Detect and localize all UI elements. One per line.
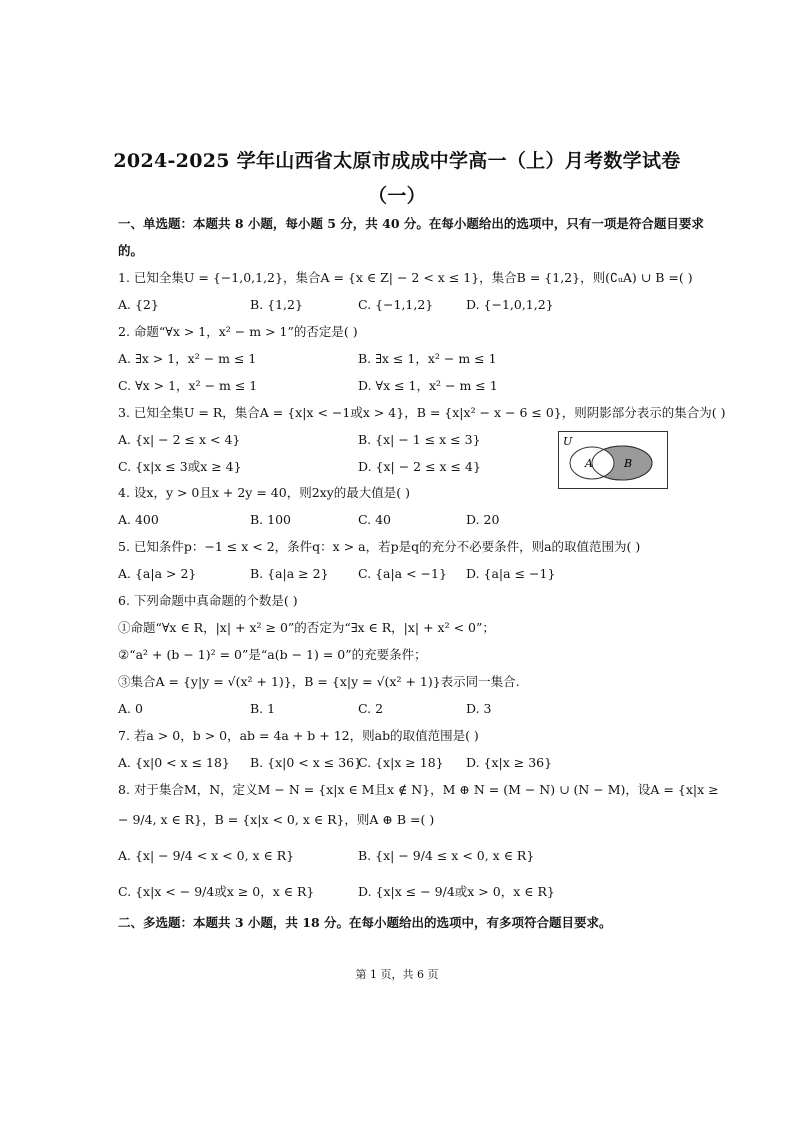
q8-option-d: D. {x|x ≤ − 9/4或x > 0，x ∈ R}: [358, 884, 555, 899]
q7-option-d: D. {x|x ≥ 36}: [466, 755, 553, 770]
venn-label-a: A: [585, 457, 593, 470]
page-subtitle: （一）: [368, 185, 426, 207]
q1-option-a: A. {2}: [118, 297, 159, 312]
q8-option-a: A. {x| − 9/4 < x < 0, x ∈ R}: [118, 848, 295, 863]
q4-stem: 4. 设x，y > 0且x + 2y = 40，则2xy的最大值是( ): [118, 485, 410, 500]
q2-option-a: A. ∃x > 1，x² − m ≤ 1: [118, 351, 257, 366]
q6-option-b: B. 1: [250, 701, 276, 716]
q7-option-a: A. {x|0 < x ≤ 18}: [118, 755, 230, 770]
page-footer: 第 1 页，共 6 页: [355, 968, 439, 981]
q3-stem: 3. 已知全集U = R，集合A = {x|x < −1或x > 4}，B = {x|x² − x − 6 ≤ 0}，则阴影部分表示的集合为( ): [118, 405, 726, 420]
q8-stem: 8. 对于集合M，N，定义M − N = {x|x ∈ M且x ∉ N}，M ⊕ N = (M − N) ∪ (N − M)，设A = {x|x ≥: [118, 782, 719, 797]
venn-label-u: U: [563, 435, 573, 448]
q6-stem: 6. 下列命题中真命题的个数是( ): [118, 593, 298, 608]
q6-statement-3: ③集合A = {y|y = √(x² + 1)}，B = {x|y = √(x² + 1)}表示同一集合.: [118, 674, 520, 689]
q1-option-c: C. {−1,1,2}: [358, 297, 434, 312]
q2-option-d: D. ∀x ≤ 1，x² − m ≤ 1: [358, 378, 498, 393]
venn-diagram: [558, 431, 668, 489]
section2-heading: 二、多选题：本题共 3 小题，共 18 分。在每小题给出的选项中，有多项符合题目要求。: [118, 915, 612, 930]
q1-option-b: B. {1,2}: [250, 297, 303, 312]
venn-label-b: B: [624, 457, 633, 470]
q3-option-c: C. {x|x ≤ 3或x ≥ 4}: [118, 459, 242, 474]
q2-option-b: B. ∃x ≤ 1，x² − m ≤ 1: [358, 351, 497, 366]
q3-option-a: A. {x| − 2 ≤ x < 4}: [118, 432, 241, 447]
q7-stem: 7. 若a > 0，b > 0，ab = 4a + b + 12，则ab的取值范围是( ): [118, 728, 479, 743]
q5-option-c: C. {a|a < −1}: [358, 566, 447, 581]
q8-stem-cont: − 9/4, x ∈ R}，B = {x|x < 0, x ∈ R}，则A ⊕ B =( ): [118, 812, 435, 827]
q5-option-d: D. {a|a ≤ −1}: [466, 566, 556, 581]
q7-option-c: C. {x|x ≥ 18}: [358, 755, 444, 770]
q8-option-b: B. {x| − 9/4 ≤ x < 0, x ∈ R}: [358, 848, 535, 863]
q6-option-c: C. 2: [358, 701, 384, 716]
q5-option-a: A. {a|a > 2}: [118, 566, 197, 581]
q2-option-c: C. ∀x > 1，x² − m ≤ 1: [118, 378, 258, 393]
q2-stem: 2. 命题“∀x > 1，x² − m > 1”的否定是( ): [118, 324, 358, 339]
q6-statement-1: ①命题“∀x ∈ R，|x| + x² ≥ 0”的否定为“∃x ∈ R，|x| + x² < 0”；: [118, 620, 495, 635]
q1-option-d: D. {−1,0,1,2}: [466, 297, 554, 312]
q4-option-b: B. 100: [250, 512, 291, 527]
q4-option-a: A. 400: [118, 512, 159, 527]
section1-heading: 一、单选题：本题共 8 小题，每小题 5 分，共 40 分。在每小题给出的选项中，只有一项是符合题目要求: [118, 216, 704, 231]
q1-stem: 1. 已知全集U = {−1,0,1,2}，集合A = {x ∈ Z| − 2 < x ≤ 1}，集合B = {1,2}，则(∁ᵤA) ∪ B =( ): [118, 270, 693, 285]
section1-heading-cont: 的。: [118, 243, 144, 258]
q3-option-d: D. {x| − 2 ≤ x ≤ 4}: [358, 459, 481, 474]
q5-stem: 5. 已知条件p：−1 ≤ x < 2，条件q：x > a，若p是q的充分不必要条件，则a的取值范围为( ): [118, 539, 641, 554]
q6-option-a: A. 0: [118, 701, 143, 716]
q7-option-b: B. {x|0 < x ≤ 36}: [250, 755, 363, 770]
q5-option-b: B. {a|a ≥ 2}: [250, 566, 329, 581]
q3-option-b: B. {x| − 1 ≤ x ≤ 3}: [358, 432, 481, 447]
q6-option-d: D. 3: [466, 701, 492, 716]
q4-option-d: D. 20: [466, 512, 500, 527]
q4-option-c: C. 40: [358, 512, 391, 527]
q6-statement-2: ②“a² + (b − 1)² = 0”是“a(b − 1) = 0”的充要条件；: [118, 647, 427, 662]
q8-option-c: C. {x|x < − 9/4或x ≥ 0，x ∈ R}: [118, 884, 315, 899]
page-title: 2024-2025 学年山西省太原市成成中学高一（上）月考数学试卷: [113, 150, 681, 172]
